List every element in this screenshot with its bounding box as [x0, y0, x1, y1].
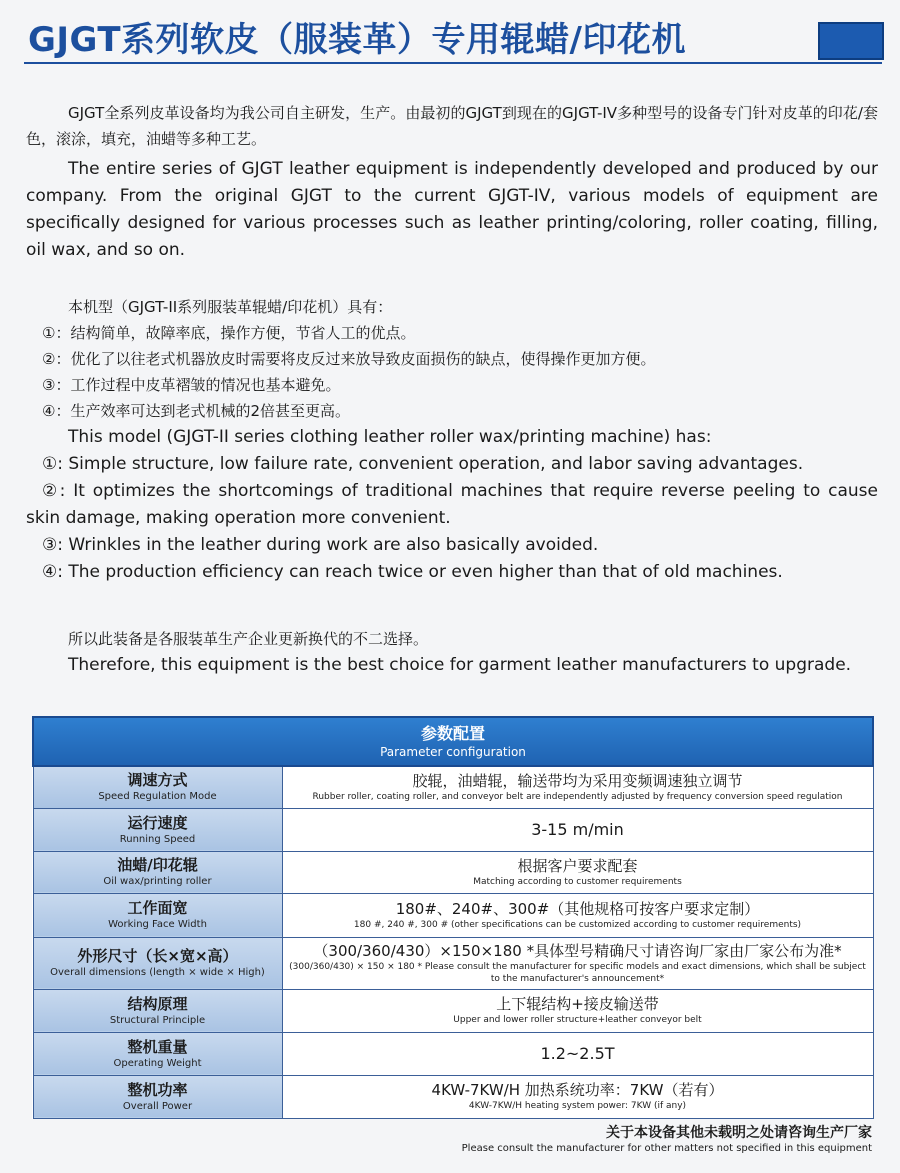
row-label — [33, 893, 282, 937]
row-value — [282, 1032, 873, 1075]
conclusion-cn: 所以此装备是各服装革生产企业更新换代的不二选择。 — [68, 630, 429, 648]
features-en-heading: This model (GJGT-II series clothing leather roller wax/printing machine) has: — [68, 427, 712, 447]
page-title: GJGT系列软皮（服装革）专用辊蜡/印花机 — [28, 20, 686, 60]
row-label-en: Oil wax/printing roller — [103, 876, 212, 887]
row-label — [33, 937, 282, 989]
row-value-cn: 胶辊，油蜡辊，输送带均为采用变频调速独立调节 — [412, 771, 743, 790]
row-label — [33, 1032, 282, 1075]
footer-note-en: Please consult the manufacturer for other matters not specified in this equipment — [461, 1143, 872, 1154]
row-value — [282, 893, 873, 937]
row-label — [33, 851, 282, 893]
feature-cn-item: ①：结构简单，故障率底，操作方便，节省人工的优点。 — [42, 324, 416, 342]
row-value-en: (300/360/430) × 150 × 180 * Please consult the manufacturer for specific models and exact dimensions, which shall be subject to the manufacturer's announcement* — [289, 961, 866, 984]
page-header — [0, 0, 900, 66]
row-label-cn: 整机功率 — [127, 1080, 188, 1099]
row-value — [282, 766, 873, 808]
row-value-cn: 根据客户要求配套 — [517, 856, 638, 875]
conclusion-section — [26, 626, 878, 679]
intro-cn: GJGT全系列皮革设备均为我公司自主研发，生产。由最初的GJGT到现在的GJGT-IV多种型号的设备专门针对皮革的印花/套色，滚涂，填充，油蜡等多种工艺。 — [26, 104, 878, 148]
row-value-cn: 180#、240#、300#（其他规格可按客户要求定制） — [395, 899, 760, 918]
row-label-en: Overall dimensions (length × wide × High) — [50, 967, 265, 978]
row-label — [33, 989, 282, 1032]
row-value-cn: 上下辊结构+接皮输送带 — [496, 995, 659, 1013]
parameter-title-en: Parameter configuration — [380, 744, 526, 759]
feature-en-item: ③: Wrinkles in the leather during work are also basically avoided. — [42, 535, 599, 555]
conclusion-en: Therefore, this equipment is the best choice for garment leather manufacturers to upgrade. — [68, 655, 852, 675]
table-row — [33, 808, 873, 851]
row-label-en: Structural Principle — [109, 1014, 206, 1026]
row-value — [282, 989, 873, 1032]
row-value-en: Upper and lower roller structure+leather conveyor belt — [453, 1015, 702, 1025]
row-label-cn: 调速方式 — [127, 771, 188, 790]
title-divider — [24, 62, 882, 64]
parameter-title-cn: 参数配置 — [420, 723, 485, 743]
title-accent-block — [818, 22, 884, 60]
feature-cn-item: ②：优化了以往老式机器放皮时需要将皮反过来放导致皮面损伤的缺点，使得操作更加方便。 — [42, 350, 656, 368]
table-row — [33, 937, 873, 989]
row-value-cn: （300/360/430）×150×180 *具体型号精确尺寸请咨询厂家由厂家公布为准* — [313, 941, 842, 960]
feature-cn-item: ④：生产效率可达到老式机械的2倍甚至更高。 — [42, 402, 350, 420]
row-value-cn: 4KW-7KW/H 加热系统功率：7KW（若有） — [431, 1081, 724, 1099]
row-label-cn: 工作面宽 — [127, 899, 188, 917]
row-label — [33, 808, 282, 851]
row-value-en: 180 #, 240 #, 300 # (other specifications can be customized according to customer requirements) — [353, 919, 802, 930]
row-label-cn: 外形尺寸（长×宽×高） — [77, 947, 238, 965]
row-value-en: 4KW-7KW/H heating system power: 7KW (if any) — [468, 1101, 687, 1111]
row-value — [282, 808, 873, 851]
table-row — [33, 1075, 873, 1118]
row-label-en: Running Speed — [119, 833, 196, 845]
table-row — [33, 851, 873, 893]
table-row — [33, 893, 873, 937]
table-row — [33, 1032, 873, 1075]
intro-en: The entire series of GJGT leather equipment is independently developed and produced by our company. From the original GJGT to the current GJGT-IV, various models of equipment are specifically designed for various processes such as leather printing/coloring, roller coating, filling, oil wax, and so on. — [26, 159, 878, 260]
row-value-cn: 3-15 m/min — [531, 820, 624, 839]
row-value — [282, 937, 873, 989]
row-label-cn: 运行速度 — [127, 813, 188, 832]
parameter-table-header — [33, 717, 873, 766]
row-value-en: Rubber roller, coating roller, and conveyor belt are independently adjusted by frequency conversion speed regulation — [312, 791, 843, 802]
row-label — [33, 1075, 282, 1118]
feature-en-item: ②: It optimizes the shortcomings of traditional machines that require reverse peeling to cause skin damage, making operation more convenient. — [26, 481, 878, 528]
parameter-table — [32, 716, 874, 1119]
row-label-cn: 油蜡/印花辊 — [117, 856, 198, 874]
table-row — [33, 989, 873, 1032]
row-label-en: Operating Weight — [113, 1057, 202, 1069]
row-label-cn: 结构原理 — [127, 994, 188, 1013]
row-value-en: Matching according to customer requirements — [473, 876, 682, 887]
row-label-cn: 整机重量 — [127, 1037, 188, 1056]
features-section — [26, 294, 878, 586]
footer-note-cn: 关于本设备其他未载明之处请咨询生产厂家 — [606, 1125, 872, 1141]
row-label-en: Working Face Width — [108, 919, 207, 930]
row-value — [282, 1075, 873, 1118]
table-row — [33, 766, 873, 808]
row-value-cn: 1.2~2.5T — [540, 1044, 615, 1063]
feature-cn-item: ③：工作过程中皮革褶皱的情况也基本避免。 — [42, 376, 341, 394]
feature-en-item: ①: Simple structure, low failure rate, convenient operation, and labor saving advantages. — [42, 454, 804, 474]
row-label — [33, 766, 282, 808]
features-cn-heading: 本机型（GJGT-II系列服装革辊蜡/印花机）具有： — [68, 298, 393, 316]
intro-section — [26, 100, 878, 264]
row-value — [282, 851, 873, 893]
row-label-en: Speed Regulation Mode — [98, 791, 217, 803]
row-label-en: Overall Power — [122, 1100, 193, 1112]
feature-en-item: ④: The production efficiency can reach twice or even higher than that of old machines. — [42, 562, 783, 582]
